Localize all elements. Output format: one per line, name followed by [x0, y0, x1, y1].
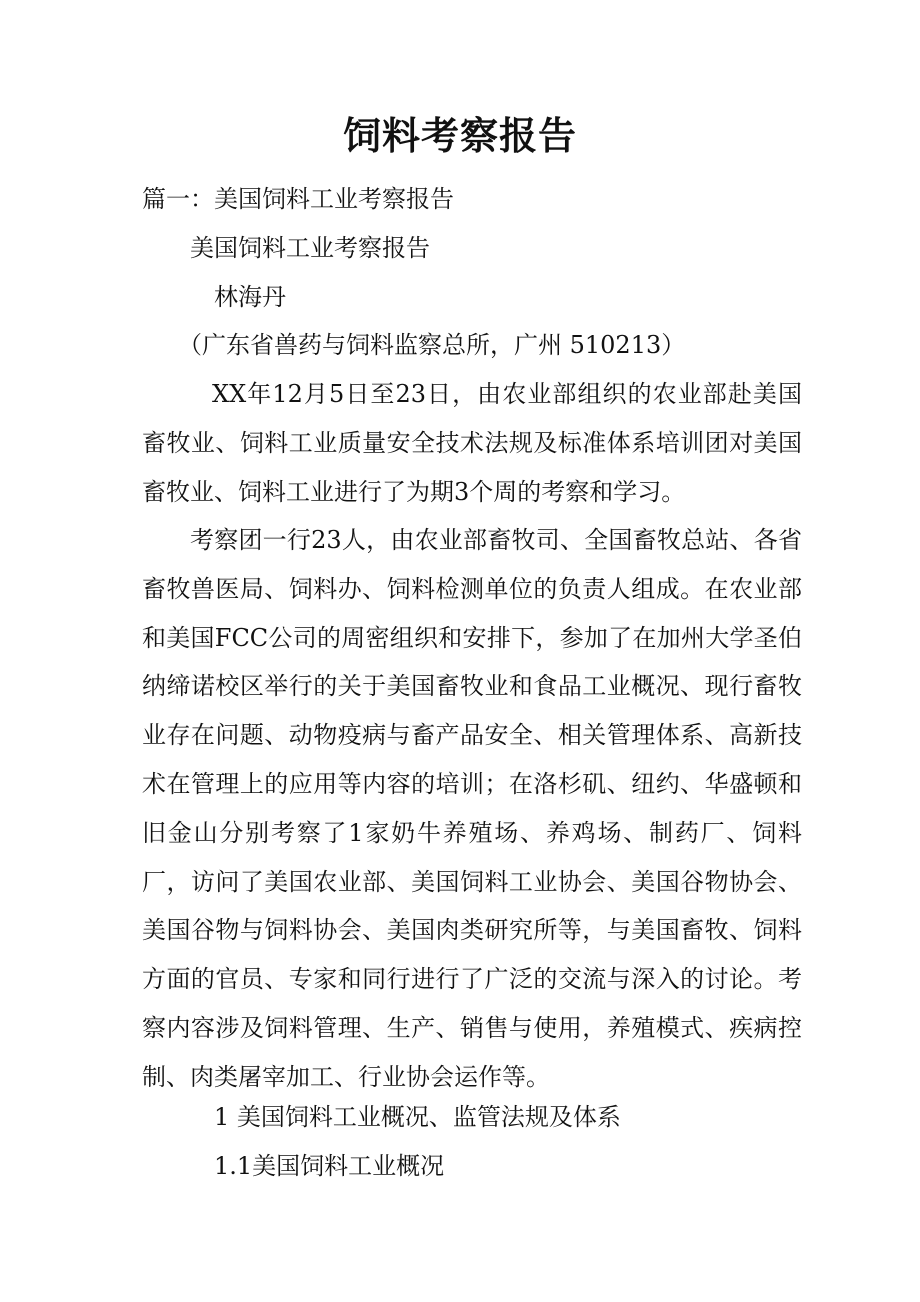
- document-title: 饲料考察报告: [342, 113, 577, 158]
- section-heading: 篇一：美国饲料工业考察报告: [142, 185, 454, 213]
- paragraph-intro: XX年12月5日至23日，由农业部组织的农业部赴美国畜牧业、饲料工业质量安全技术法规及标准体系培训团对美国畜牧业、饲料工业进行了为期3个周的考察和学习。: [142, 380, 802, 506]
- heading-section-1: 1 美国饲料工业概况、监管法规及体系: [214, 1103, 621, 1131]
- author-name: 林海丹: [214, 283, 286, 311]
- report-subtitle: 美国饲料工业考察报告: [190, 234, 430, 262]
- author-affiliation: （广东省兽药与饲料监察总所，广州 510213）: [178, 331, 686, 359]
- heading-section-1-1: 1.1美国饲料工业概况: [214, 1152, 445, 1180]
- paragraph-delegation: 考察团一行23人，由农业部畜牧司、全国畜牧总站、各省畜牧兽医局、饲料办、饲料检测单位的负责人组成。在农业部和美国FCC公司的周密组织和安排下，参加了在加州大学圣伯纳缔诺校区举行的关于美国畜牧业和食品工业概况、现行畜牧业存在问题、动物疫病与畜产品安全、相关管理体系、高新技术在管理上的应用等内容的培训；在洛杉矶、纽约、华盛顿和旧金山分别考察了1家奶牛养殖场、养鸡场、制药厂、饲料厂，访问了美国农业部、美国饲料工业协会、美国谷物协会、美国谷物与饲料协会、美国肉类研究所等，与美国畜牧、饲料方面的官员、专家和同行进行了广泛的交流与深入的讨论。考察内容涉及饲料管理、生产、销售与使用，养殖模式、疾病控制、肉类屠宰加工、行业协会运作等。: [142, 526, 802, 1091]
